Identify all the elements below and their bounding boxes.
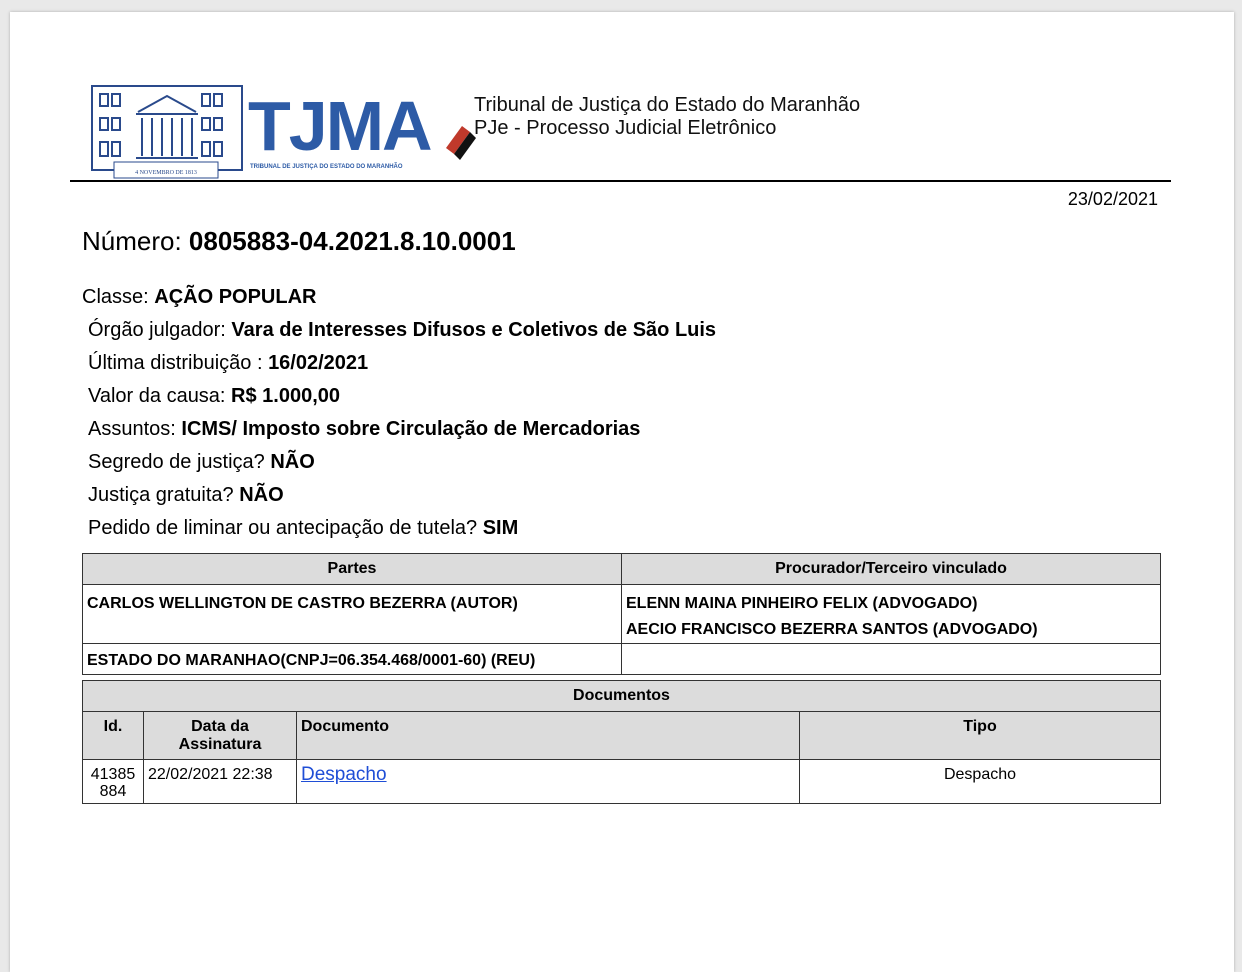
parties-table <box>82 553 1161 675</box>
print-date: 23/02/2021 <box>1067 189 1158 209</box>
field-valor-causa: Valor da causa: R$ 1.000,00 <box>88 385 341 407</box>
documents-table <box>82 680 1161 804</box>
document-id: 41385 884 <box>83 760 144 804</box>
table-row <box>83 585 1161 644</box>
field-ultima-distribuicao: Última distribuição : 16/02/2021 <box>88 352 369 374</box>
id-header: Id. <box>83 712 144 760</box>
type-header: Tipo <box>800 712 1161 760</box>
process-number <box>82 226 516 257</box>
parties-header: Partes <box>83 554 622 585</box>
field-justica-gratuita: Justiça gratuita? NÃO <box>88 484 284 506</box>
field-pedido-liminar: Pedido de liminar ou antecipação de tutela? SIM <box>88 517 519 539</box>
document-type: Despacho <box>800 760 1161 804</box>
field-segredo-justica: Segredo de justiça? NÃO <box>88 451 315 473</box>
document-page <box>10 12 1234 972</box>
header-rule <box>70 180 1171 182</box>
party-representatives: ELENN MAINA PINHEIRO FELIX (ADVOGADO) AECIO FRANCISCO BEZERRA SANTOS (ADVOGADO) <box>622 585 1161 644</box>
system-name: PJe - Processo Judicial Eletrônico <box>474 117 777 139</box>
logo-date: 4 NOVEMBRO DE 1813 <box>135 170 197 176</box>
party-name: CARLOS WELLINGTON DE CASTRO BEZERRA (AUTOR) <box>83 585 622 644</box>
field-orgao-julgador: Órgão julgador: Vara de Interesses Difusos e Coletivos de São Luis <box>88 319 717 341</box>
document-header: Documento <box>297 712 800 760</box>
documents-title: Documentos <box>83 681 1161 712</box>
date-header: Data da Assinatura <box>144 712 297 760</box>
process-number-label: Número: <box>82 226 189 256</box>
field-classe: Classe: AÇÃO POPULAR <box>82 286 317 308</box>
party-representatives <box>622 644 1161 675</box>
table-row <box>83 760 1161 804</box>
party-name: ESTADO DO MARANHAO(CNPJ=06.354.468/0001-60) (REU) <box>83 644 622 675</box>
tjma-logo <box>90 84 480 190</box>
table-row <box>83 644 1161 675</box>
representatives-header: Procurador/Terceiro vinculado <box>622 554 1161 585</box>
court-name: Tribunal de Justiça do Estado do Maranhão <box>474 94 861 116</box>
court-header <box>474 94 860 140</box>
document-link[interactable]: Despacho <box>301 764 387 785</box>
field-assuntos: Assuntos: ICMS/ Imposto sobre Circulação de Mercadorias <box>88 418 641 440</box>
document-cell <box>297 760 800 804</box>
logo-text: TJMA <box>248 87 431 165</box>
document-date: 22/02/2021 22:38 <box>144 760 297 804</box>
process-number-value: 0805883-04.2021.8.10.0001 <box>188 226 516 256</box>
logo-subtext: TRIBUNAL DE JUSTIÇA DO ESTADO DO MARANHÃO <box>250 164 403 170</box>
